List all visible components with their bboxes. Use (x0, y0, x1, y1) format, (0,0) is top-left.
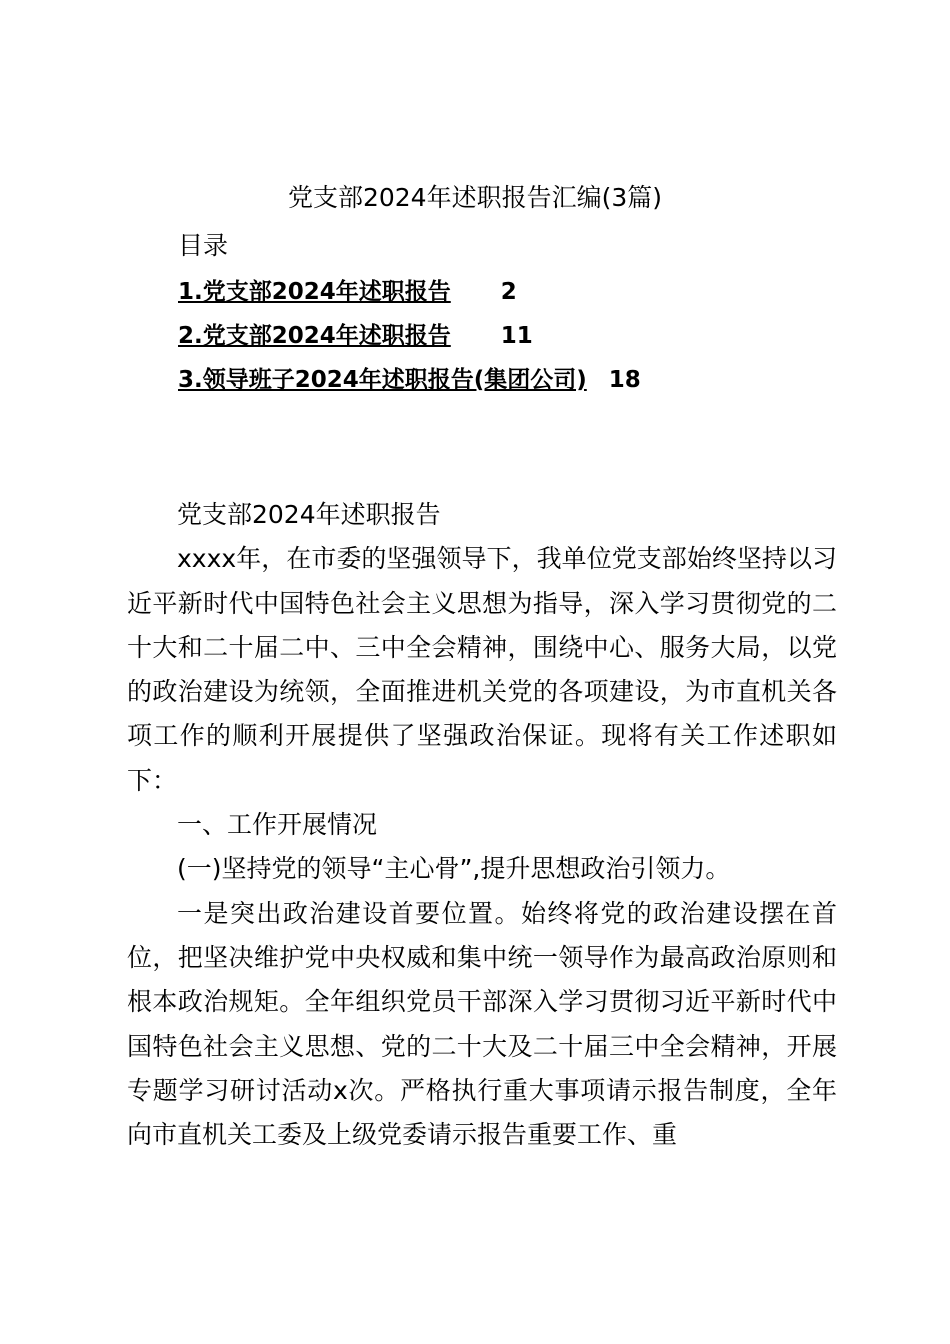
document-title: 党支部2024年述职报告汇编(3篇) (287, 183, 663, 212)
toc-item-2[interactable] (178, 318, 641, 362)
subsection-heading: (一)坚持党的领导“主心骨”,提升思想政治引领力。 (177, 854, 731, 884)
toc-item-1[interactable] (178, 274, 641, 318)
body-paragraph: xxxx年，在市委的坚强领导下，我单位党支部始终坚持以习近平新时代中国特色社会主义思想为指导，深入学习贯彻党的二十大和二十届二中、三中全会精神，围绕中心、服务大局，以党的政治建设为统领，全面推进机关党的各项建设，为市直机关各项工作的顺利开展提供了坚强政治保证。现将有关工作述职如下： (127, 544, 837, 795)
toc-item-page: 18 (608, 367, 641, 393)
toc-item-page: 11 (500, 323, 533, 349)
toc-item-label: 2.党支部2024年述职报告 (178, 323, 451, 349)
table-of-contents (178, 274, 641, 406)
toc-item-3[interactable] (178, 362, 641, 406)
toc-item-label: 3.领导班子2024年述职报告(集团公司) (178, 367, 587, 393)
section-heading: 一、工作开展情况 (177, 810, 378, 840)
toc-heading: 目录 (178, 231, 229, 260)
document-body (127, 493, 837, 1157)
toc-item-label: 1.党支部2024年述职报告 (178, 279, 451, 305)
section-title: 党支部2024年述职报告 (177, 500, 441, 529)
toc-item-page: 2 (500, 279, 517, 305)
body-paragraph: 一是突出政治建设首要位置。始终将党的政治建设摆在首位，把坚决维护党中央权威和集中统一领导作为最高政治原则和根本政治规矩。全年组织党员干部深入学习贯彻习近平新时代中国特色社会主义思想、党的二十大及二十届三中全会精神，开展专题学习研讨活动x次。严格执行重大事项请示报告制度，全年向市直机关工委及上级党委请示报告重要工作、重 (127, 898, 837, 1150)
